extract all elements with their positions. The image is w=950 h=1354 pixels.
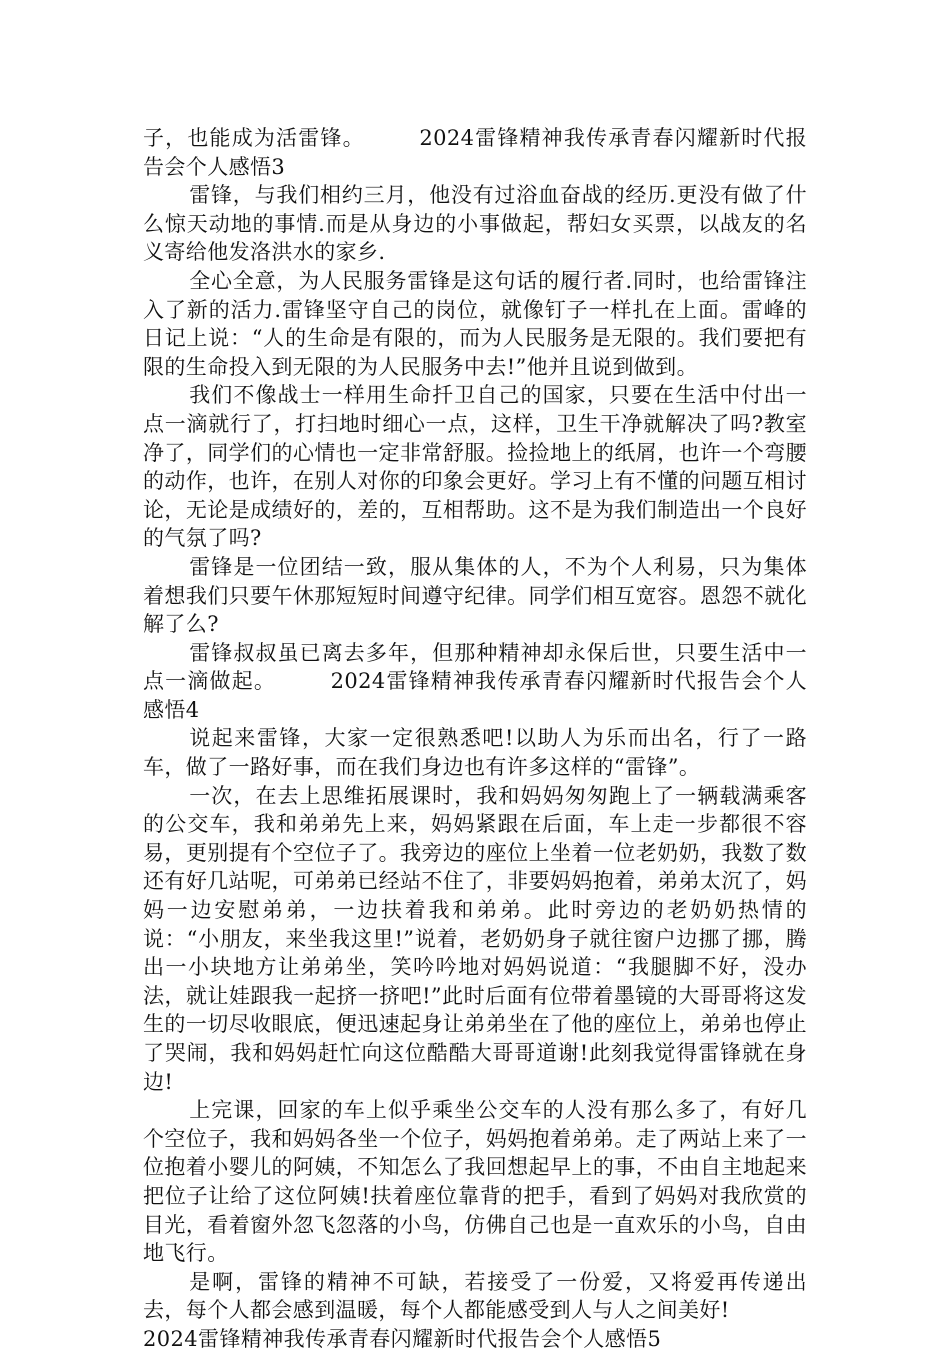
paragraph: 雷锋是一位团结一致，服从集体的人，不为个人利易，只为集体着想我们只要午休那短短时间遵守纪律。同学们相互宽容。恩怨不就化解了么? (143, 554, 807, 637)
paragraph-lead-text: 雷锋叔叔虽已离去多年，但那种精神却永保后世，只要生活中一点一滴做起。 (143, 640, 807, 694)
article-body (143, 124, 807, 1354)
paragraph: 说起来雷锋，大家一定很熟悉吧!以助人为乐而出名，行了一路车，做了一路好事，而在我们身边也有许多这样的“雷锋”。 (143, 726, 807, 780)
paragraph: 雷锋，与我们相约三月，他没有过浴血奋战的经历.更没有做了什么惊天动地的事情.而是从身边的小事做起，帮妇女买票，以战友的名义寄给他发洛洪水的家乡. (143, 183, 807, 265)
paragraph-with-heading (143, 639, 807, 725)
paragraph: 上完课，回家的车上似乎乘坐公交车的人没有那么多了，有好几个空位子，我和妈妈各坐一个位子，妈妈抱着弟弟。走了两站上来了一位抱着小婴儿的阿姨，不知怎么了我回想起早上的事，不由自主地起来把位子让给了这位阿姨!扶着座位靠背的把手，看到了妈妈对我欣赏的目光，看着窗外忽飞忽落的小鸟，仿佛自己也是一直欢乐的小鸟，自由地飞行。 (143, 1098, 807, 1266)
paragraph: 我们不像战士一样用生命扦卫自己的国家，只要在生活中付出一点一滴就行了，打扫地时细心一点，这样，卫生干净就解决了吗?教室净了，同学们的心情也一定非常舒服。捡捡地上的纸屑，也许一个弯腰的动作，也许，在别人对你的印象会更好。学习上有不懂的问题互相讨论，无论是成绩好的，差的，互相帮助。这不是为我们制造出一个良好的气氛了吗? (143, 383, 807, 551)
paragraph-continuation (143, 124, 807, 181)
section-heading-3: 2024雷锋精神我传承青春闪耀新时代报告会个人感悟3 (143, 126, 808, 179)
paragraph: 一次，在去上思维拓展课时，我和妈妈匆匆跑上了一辆载满乘客的公交车，我和弟弟先上来，妈妈紧跟在后面，车上走一步都很不容易，更别提有个空位子了。我旁边的座位上坐着一位老奶奶，我数了数还有好几站呢，可弟弟已经站不住了，非要妈妈抱着，弟弟太沉了，妈妈一边安慰弟弟，一边扶着我和弟弟。此时旁边的老奶奶热情的说：“小朋友，来坐我这里!”说着，老奶奶身子就往窗户边挪了挪，腾出一小块地方让弟弟坐，笑吟吟地对妈妈说道：“我腿脚不好，没办法，就让娃跟我一起挤一挤吧!”此时后面有位带着墨镜的大哥哥将这发生的一切尽收眼底，便迅速起身让弟弟坐在了他的座位上，弟弟也停止了哭闹，我和妈妈赶忙向这位酷酷大哥哥道谢!此刻我觉得雷锋就在身边! (143, 783, 807, 1094)
section-heading-5: 2024雷锋精神我传承青春闪耀新时代报告会个人感悟5 (143, 1326, 662, 1351)
section-heading-4: 2024雷锋精神我传承青春闪耀新时代报告会个人感悟4 (143, 669, 807, 722)
paragraph: 全心全意，为人民服务雷锋是这句话的履行者.同时，也给雷锋注入了新的活力.雷锋坚守自己的岗位，就像钉子一样扎在上面。雷峰的日记上说：“人的生命是有限的，而为人民服务是无限的。我们要把有限的生命投入到无限的为人民服务中去!”他并且说到做到。 (143, 268, 807, 379)
paragraph: 是啊，雷锋的精神不可缺，若接受了一份爱，又将爱再传递出去，每个人都会感到温暖，每个人都能感受到人与人之间美好! (143, 1269, 807, 1323)
paragraph-lead-text: 子，也能成为活雷锋。 (143, 126, 365, 150)
